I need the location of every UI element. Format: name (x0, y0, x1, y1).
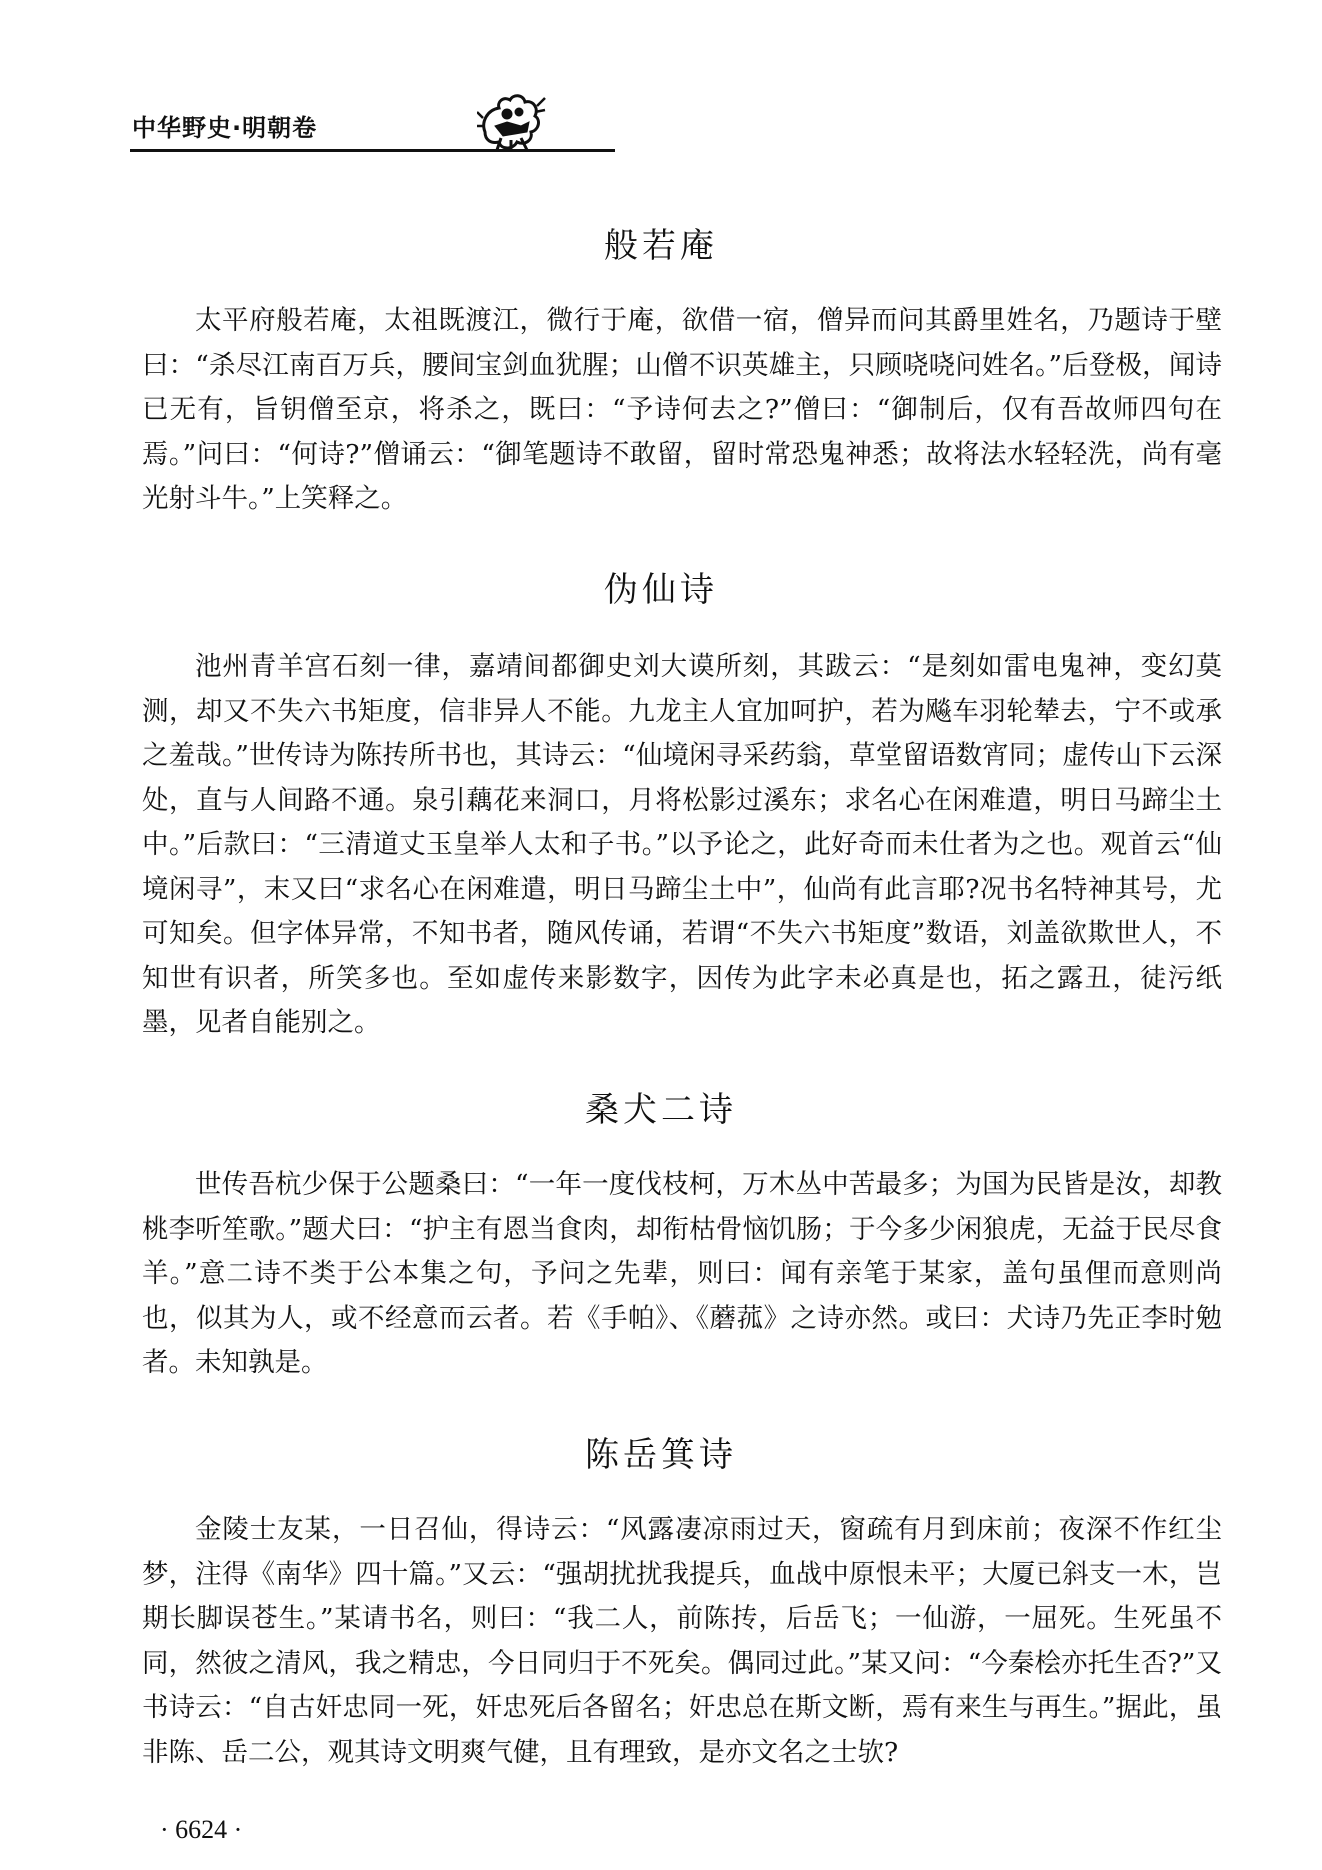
header-rule (130, 149, 615, 152)
section-body: 金陵士友某，一日召仙，得诗云：“风露凄凉雨过天，窗疏有月到床前；夜深不作红尘梦，注得《南华》四十篇。”又云：“强胡扰扰我提兵，血战中原恨未平；大厦已斜支一木，岂期长脚误苍生。”某请书名，则曰：“我二人，前陈抟，后岳飞；一仙游，一屈死。生死虽不同，然彼之清风，我之精忠，今日同归于不死矣。偶同过此。”某又问：“今秦桧亦托生否?”又书诗云：“自古奸忠同一死，奸忠死后各留名；奸忠总在斯文断，焉有来生与再生。”据此，虽非陈、岳二公，观其诗文明爽气健，且有理致，是亦文名之士欤? (142, 1514, 1222, 1768)
section-body: 世传吾杭少保于公题桑曰：“一年一度伐枝柯，万木丛中苦最多；为国为民皆是汝，却教桃李听笙歌。”题犬曰：“护主有恩当食肉，却衔枯骨恼饥肠；于今多少闲狼虎，无益于民尽食羊。”意二诗不类于公本集之句，予问之先辈，则曰：闻有亲笔于某家，盖句虽俚而意则尚也，似其为人，或不经意而云者。若《手帕》、《蘑菰》之诗亦然。或曰：犬诗乃先正李时勉者。未知孰是。 (142, 1169, 1222, 1378)
section-body: 太平府般若庵，太祖既渡江，微行于庵，欲借一宿，僧异而问其爵里姓名，乃题诗于壁曰：“杀尽江南百万兵，腰间宝剑血犹腥；山僧不识英雄主，只顾哓哓问姓名。”后登极，闻诗已无有，旨钥僧至京，将杀之，既曰：“予诗何去之?”僧曰：“御制后，仅有吾故师四句在焉。”问曰：“何诗?”僧诵云：“御笔题诗不敢留，留时常恐鬼神悉；故将法水轻轻洗，尚有毫光射斗牛。”上笑释之。 (142, 305, 1222, 514)
running-header (130, 100, 1220, 156)
page-number: · 6624 · (160, 1815, 243, 1844)
running-header-title: 中华野史·明朝卷 (132, 114, 318, 142)
section-body: 池州青羊宫石刻一律，嘉靖间都御史刘大谟所刻，其跋云：“是刻如雷电鬼神，变幻莫测，却又不失六书矩度，信非异人不能。九龙主人宜加呵护，若为飚车羽轮辇去，宁不或承之羞哉。”世传诗为陈抟所书也，其诗云：“仙境闲寻采药翁，草堂留语数宵同；虚传山下云深处，直与人间路不通。泉引藕花来洞口，月将松影过溪东；求名心在闲难遣，明日马蹄尘土中。”后款曰：“三清道丈玉皇举人太和子书。”以予论之，此好奇而未仕者为之也。观首云“仙境闲寻”，末又曰“求名心在闲难遣，明日马蹄尘土中”，仙尚有此言耶?况书名特神其号，尤可知矣。但字体异常，不知书者，随风传诵，若谓“不失六书矩度”数语，刘盖欲欺世人，不知世有识者，所笑多也。至如虚传来影数字，因传为此字未必真是也，拓之露丑，徒污纸墨，见者自能别之。 (142, 651, 1222, 1038)
section-title: 陈岳箕诗 (585, 1435, 737, 1475)
section-title: 桑犬二诗 (585, 1090, 737, 1130)
section-title: 般若庵 (604, 226, 718, 266)
dragon-ornament-icon (477, 92, 547, 154)
section-title: 伪仙诗 (604, 570, 718, 610)
